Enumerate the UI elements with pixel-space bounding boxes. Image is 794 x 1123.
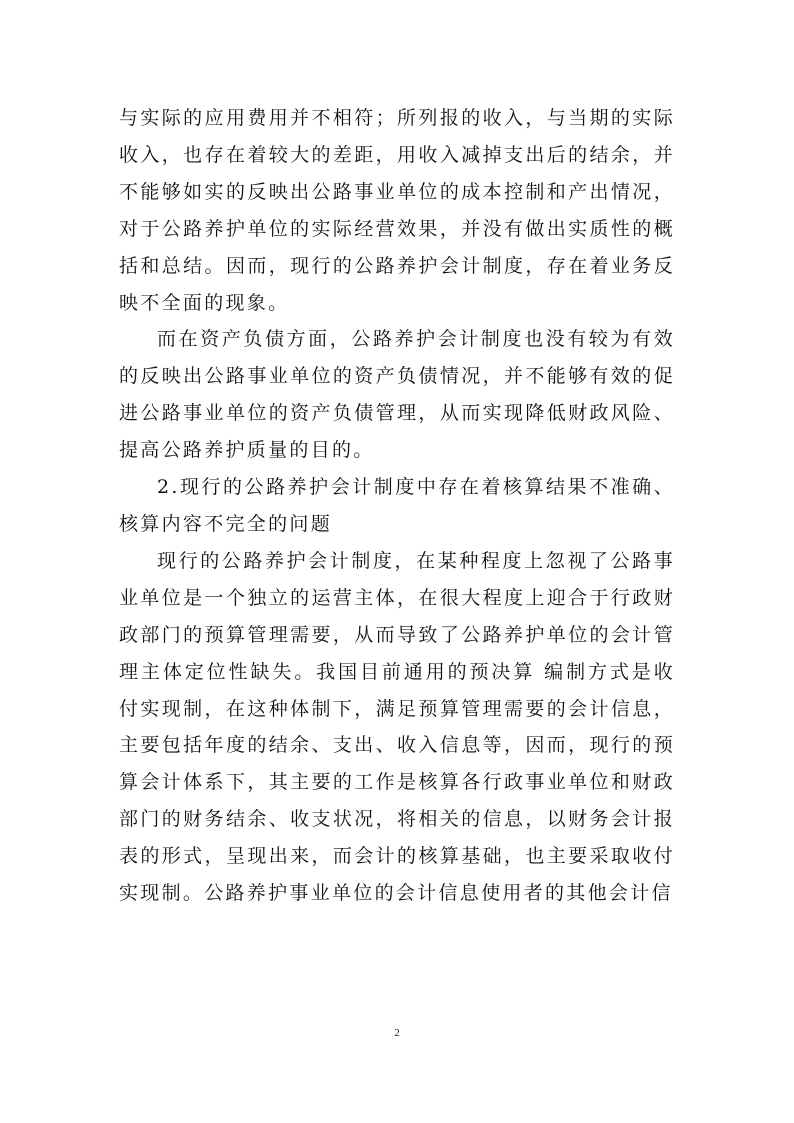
- paragraph-continuation: 与实际的应用费用并不相符；所列报的收入，与当期的实际收入，也存在着较大的差距，用收入减掉支出后的结余，并不能够如实的反映出公路事业单位的成本控制和产出情况，对于公路养护单位的实际经营效果，并没有做出实质性的概括和总结。因而，现行的公路养护会计制度，存在着业务反映不全面的现象。: [119, 107, 675, 314]
- page-number: 2: [394, 1027, 400, 1039]
- section-heading-2: 2.现行的公路养护会计制度中存在着核算结果不准确、核算内容不完全的问题: [119, 476, 675, 535]
- body-text: [119, 100, 675, 912]
- paragraph-assets-liabilities: 而在资产负债方面，公路养护会计制度也没有较为有效的反映出公路事业单位的资产负债情况，并不能够有效的促进公路事业单位的资产负债管理，从而实现降低财政风险、提高公路养护质量的目的。: [119, 328, 675, 462]
- paragraph-current-system: 现行的公路养护会计制度，在某种程度上忽视了公路事业单位是一个独立的运营主体，在很大程度上迎合于行政财政部门的预算管理需要，从而导致了公路养护单位的会计管理主体定位性缺失。我国目前通用的预决算 编制方式是收付实现制，在这种体制下，满足预算管理需要的会计信息，主要包括年度的结余、支出、收入信息等，因而，现行的预算会计体系下，其主要的工作是核算各行政事业单位和财政部门的财务结余、收支状况，将相关的信息，以财务会计报表的形式，呈现出来，而会计的核算基础，也主要采取收付实现制。公路养护事业单位的会计信息使用者的其他会计信: [119, 549, 675, 905]
